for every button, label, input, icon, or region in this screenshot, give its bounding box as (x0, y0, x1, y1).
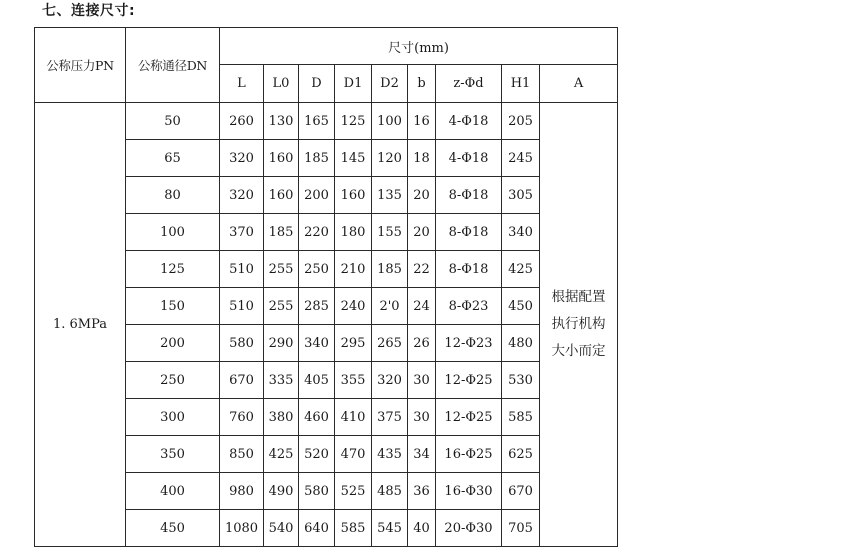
cell-l: 980 (220, 473, 264, 510)
cell-h1: 480 (502, 325, 540, 362)
cell-l: 850 (220, 436, 264, 473)
cell-d: 340 (299, 325, 335, 362)
cell-l: 760 (220, 399, 264, 436)
cell-l0: 425 (264, 436, 299, 473)
cell-dn: 125 (126, 251, 220, 288)
cell-h1: 705 (502, 510, 540, 547)
cell-l0: 255 (264, 251, 299, 288)
cell-h1: 530 (502, 362, 540, 399)
cell-h1: 340 (502, 214, 540, 251)
header-dimensions-group: 尺寸(mm) (220, 28, 618, 65)
cell-l: 1080 (220, 510, 264, 547)
cell-b: 34 (408, 436, 436, 473)
cell-b: 24 (408, 288, 436, 325)
cell-d1: 180 (335, 214, 372, 251)
cell-z-phi-d: 12-Φ23 (436, 325, 502, 362)
cell-dn: 350 (126, 436, 220, 473)
cell-l0: 490 (264, 473, 299, 510)
cell-d: 405 (299, 362, 335, 399)
cell-l0: 290 (264, 325, 299, 362)
cell-d2: 485 (372, 473, 408, 510)
cell-d1: 525 (335, 473, 372, 510)
cell-d1: 470 (335, 436, 372, 473)
cell-b: 20 (408, 177, 436, 214)
cell-dn: 200 (126, 325, 220, 362)
cell-l0: 185 (264, 214, 299, 251)
cell-dn: 80 (126, 177, 220, 214)
cell-l: 580 (220, 325, 264, 362)
cell-l: 510 (220, 251, 264, 288)
cell-dn: 250 (126, 362, 220, 399)
cell-h1: 585 (502, 399, 540, 436)
cell-d: 220 (299, 214, 335, 251)
cell-l0: 380 (264, 399, 299, 436)
cell-d: 200 (299, 177, 335, 214)
cell-b: 30 (408, 399, 436, 436)
cell-h1: 245 (502, 140, 540, 177)
cell-l0: 130 (264, 103, 299, 140)
header-col-d: D (299, 65, 335, 103)
header-col-d2: D2 (372, 65, 408, 103)
cell-d: 165 (299, 103, 335, 140)
cell-d2: 375 (372, 399, 408, 436)
cell-h1: 625 (502, 436, 540, 473)
cell-z-phi-d: 4-Φ18 (436, 140, 502, 177)
cell-d1: 355 (335, 362, 372, 399)
header-col-d1: D1 (335, 65, 372, 103)
cell-z-phi-d: 4-Φ18 (436, 103, 502, 140)
cell-z-phi-d: 12-Φ25 (436, 399, 502, 436)
cell-dn: 300 (126, 399, 220, 436)
header-col-b: b (408, 65, 436, 103)
table-body (35, 103, 618, 547)
cell-d2: 435 (372, 436, 408, 473)
cell-z-phi-d: 12-Φ25 (436, 362, 502, 399)
cell-d2: 155 (372, 214, 408, 251)
cell-h1: 425 (502, 251, 540, 288)
pressure-value-cell: 1. 6MPa (35, 103, 126, 547)
cell-d: 250 (299, 251, 335, 288)
cell-b: 16 (408, 103, 436, 140)
cell-d2: 120 (372, 140, 408, 177)
cell-d2: 320 (372, 362, 408, 399)
connection-dimensions-table (34, 27, 618, 547)
cell-d: 580 (299, 473, 335, 510)
cell-dn: 65 (126, 140, 220, 177)
cell-b: 30 (408, 362, 436, 399)
cell-b: 18 (408, 140, 436, 177)
cell-l: 320 (220, 140, 264, 177)
cell-b: 22 (408, 251, 436, 288)
cell-z-phi-d: 8-Φ18 (436, 214, 502, 251)
cell-d1: 210 (335, 251, 372, 288)
cell-l: 510 (220, 288, 264, 325)
cell-b: 40 (408, 510, 436, 547)
cell-d1: 295 (335, 325, 372, 362)
cell-dn: 450 (126, 510, 220, 547)
cell-h1: 305 (502, 177, 540, 214)
cell-d2: 135 (372, 177, 408, 214)
header-nominal-diameter: 公称通径DN (126, 28, 220, 103)
cell-d: 285 (299, 288, 335, 325)
cell-d: 640 (299, 510, 335, 547)
cell-d2: 185 (372, 251, 408, 288)
cell-d2: 2'0 (372, 288, 408, 325)
cell-z-phi-d: 8-Φ23 (436, 288, 502, 325)
actuator-note-cell (540, 103, 618, 547)
actuator-note-line: 大小而定 (551, 343, 606, 359)
cell-h1: 450 (502, 288, 540, 325)
cell-z-phi-d: 20-Φ30 (436, 510, 502, 547)
cell-d2: 100 (372, 103, 408, 140)
cell-d1: 410 (335, 399, 372, 436)
cell-l: 370 (220, 214, 264, 251)
cell-l: 260 (220, 103, 264, 140)
header-col-h1: H1 (502, 65, 540, 103)
cell-l0: 160 (264, 177, 299, 214)
cell-d1: 125 (335, 103, 372, 140)
cell-z-phi-d: 16-Φ25 (436, 436, 502, 473)
cell-h1: 205 (502, 103, 540, 140)
cell-b: 26 (408, 325, 436, 362)
cell-l0: 160 (264, 140, 299, 177)
table-row (35, 103, 618, 140)
header-nominal-pressure: 公称压力PN (35, 28, 126, 103)
cell-d: 520 (299, 436, 335, 473)
header-row-1 (35, 28, 618, 65)
cell-dn: 150 (126, 288, 220, 325)
header-col-a: A (540, 65, 618, 103)
cell-z-phi-d: 8-Φ18 (436, 177, 502, 214)
cell-d2: 265 (372, 325, 408, 362)
cell-d1: 160 (335, 177, 372, 214)
section-heading: 七、连接尺寸: (42, 3, 136, 19)
header-col-z-phi-d: z-Φd (436, 65, 502, 103)
actuator-note-line: 执行机构 (551, 316, 606, 332)
cell-b: 36 (408, 473, 436, 510)
cell-d1: 585 (335, 510, 372, 547)
cell-dn: 400 (126, 473, 220, 510)
cell-b: 20 (408, 214, 436, 251)
cell-dn: 50 (126, 103, 220, 140)
cell-h1: 670 (502, 473, 540, 510)
cell-l: 320 (220, 177, 264, 214)
cell-l: 670 (220, 362, 264, 399)
cell-dn: 100 (126, 214, 220, 251)
cell-d: 460 (299, 399, 335, 436)
actuator-note-line: 根据配置 (551, 289, 606, 305)
cell-d: 185 (299, 140, 335, 177)
cell-z-phi-d: 16-Φ30 (436, 473, 502, 510)
cell-d1: 145 (335, 140, 372, 177)
cell-l0: 335 (264, 362, 299, 399)
header-col-l0: L0 (264, 65, 299, 103)
cell-d1: 240 (335, 288, 372, 325)
cell-d2: 545 (372, 510, 408, 547)
cell-l0: 255 (264, 288, 299, 325)
cell-z-phi-d: 8-Φ18 (436, 251, 502, 288)
header-col-l: L (220, 65, 264, 103)
cell-l0: 540 (264, 510, 299, 547)
